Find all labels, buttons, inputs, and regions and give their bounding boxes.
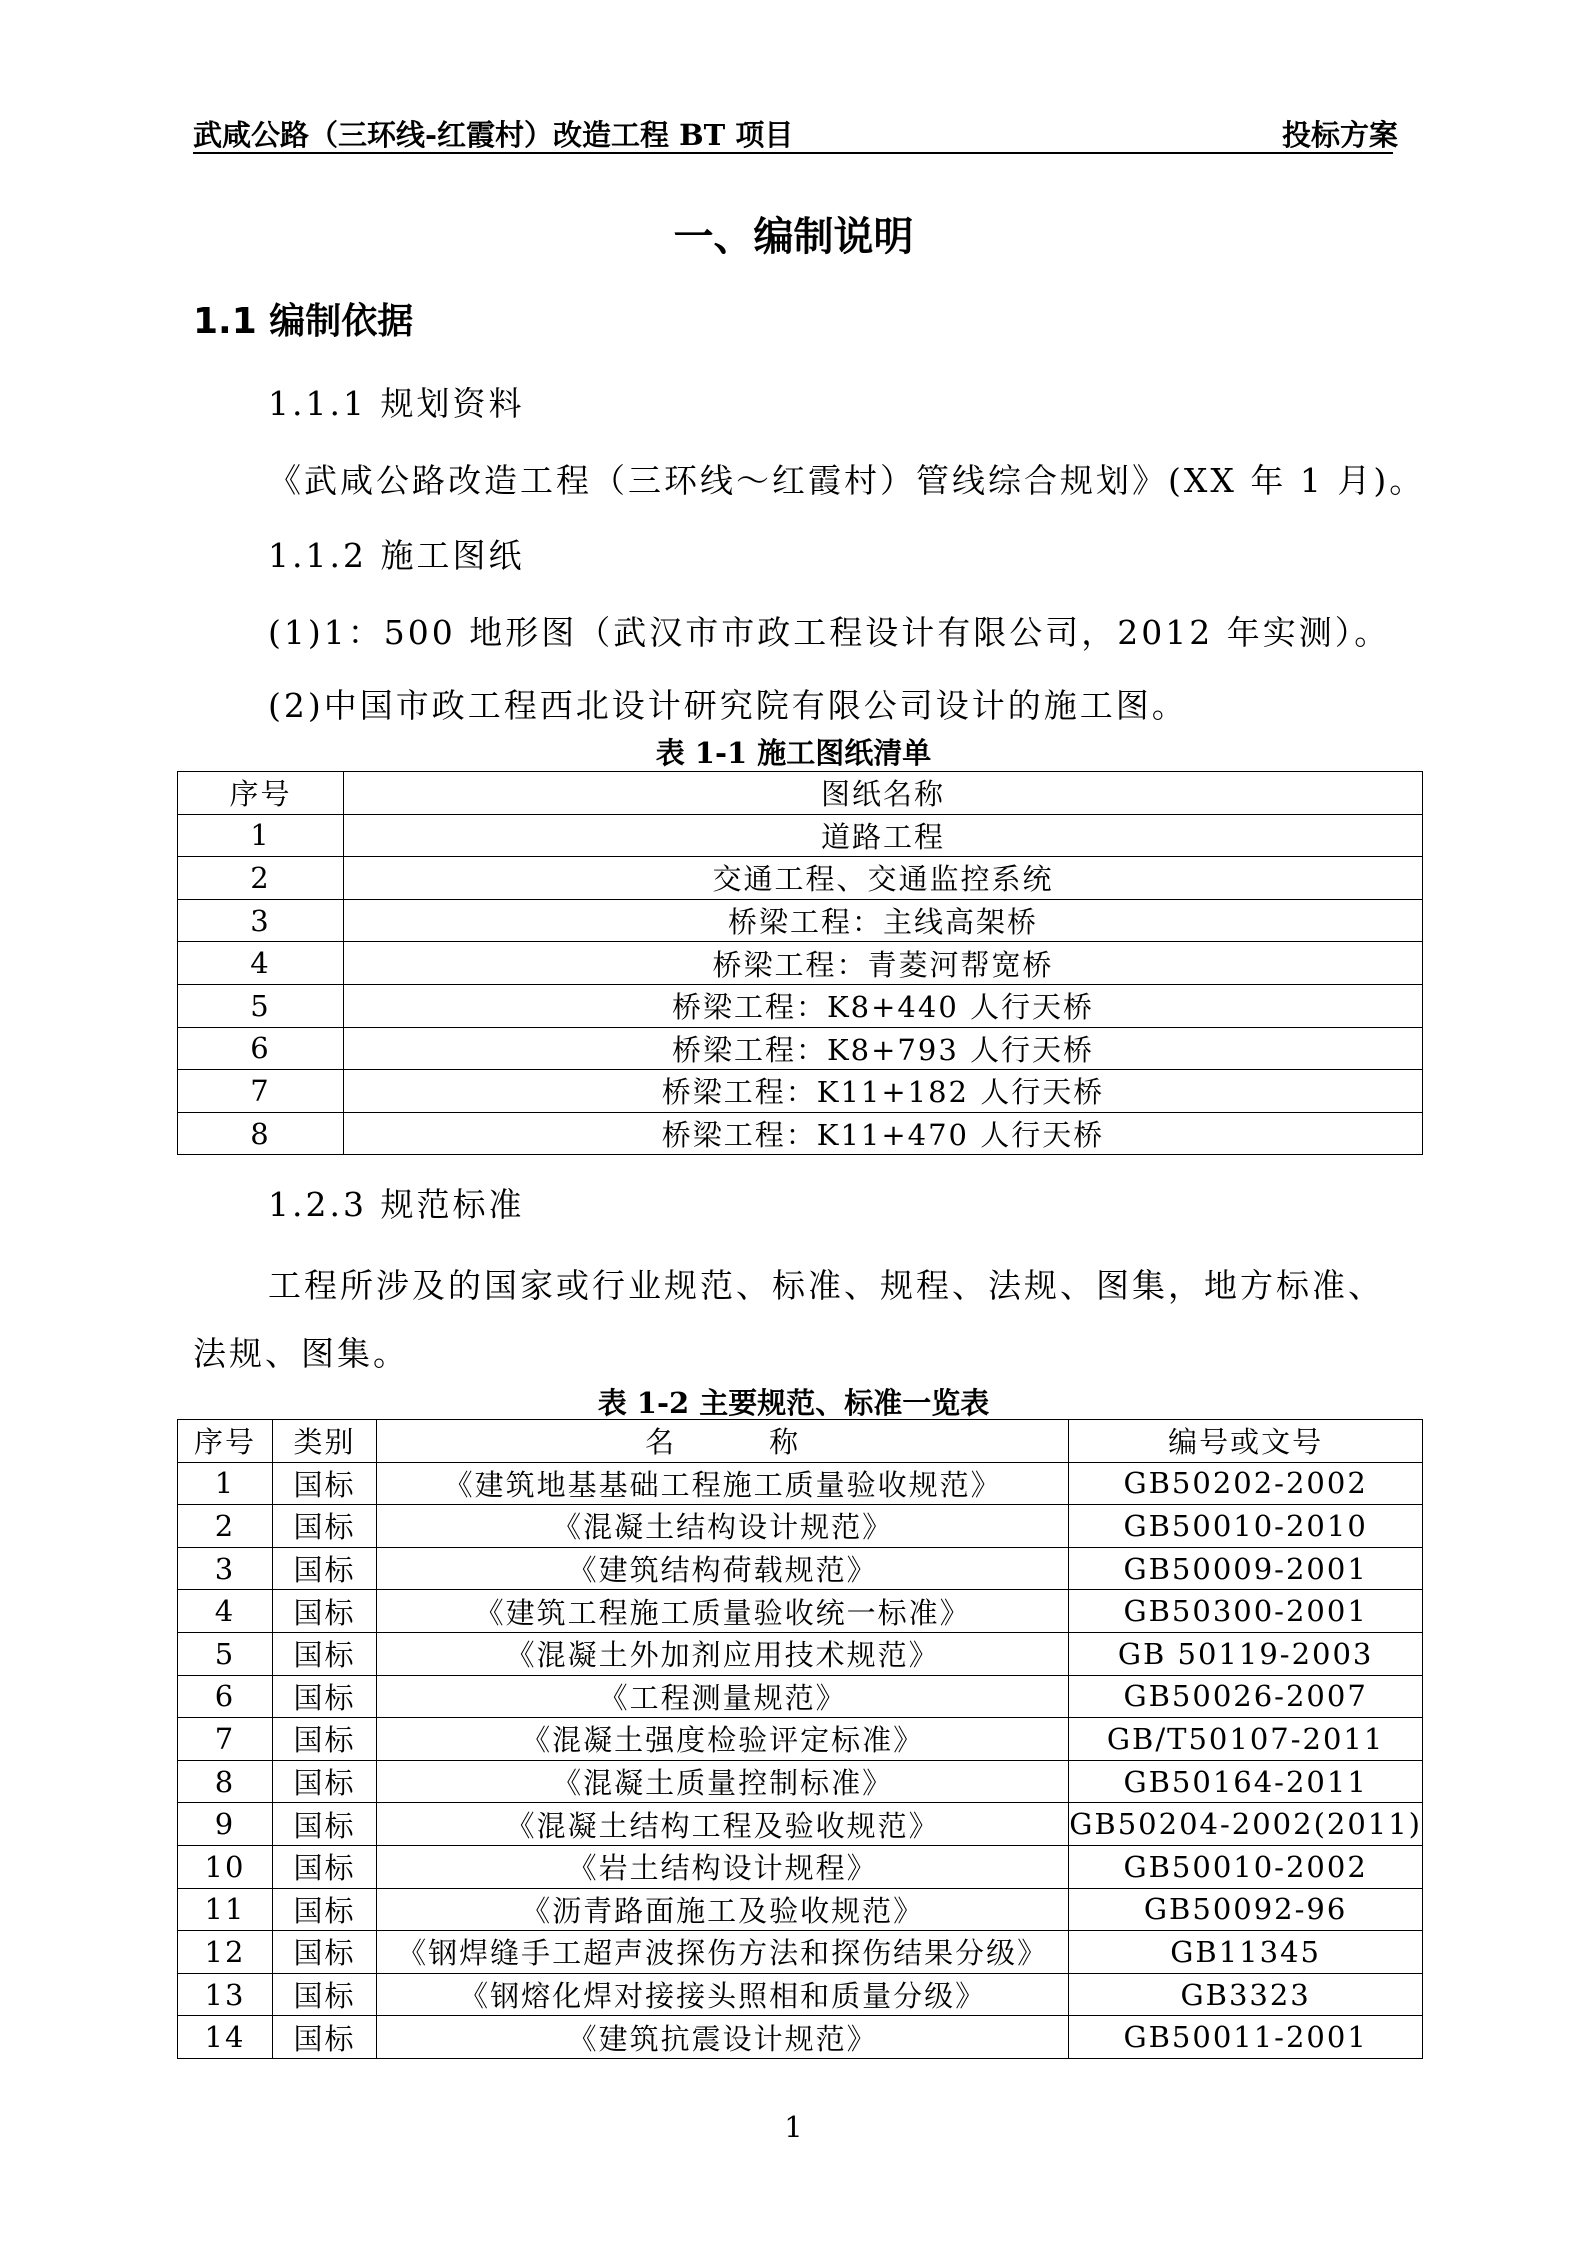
cell-code: GB50202-2002	[1069, 1462, 1423, 1505]
table-row	[178, 857, 1423, 900]
table-row	[178, 1718, 1423, 1761]
cell-code: GB50300-2001	[1069, 1590, 1423, 1633]
section-heading-1-1: 1.1 编制依据	[193, 301, 414, 342]
cell-index: 11	[178, 1888, 273, 1931]
table-row	[178, 1590, 1423, 1633]
table-row	[178, 1845, 1423, 1888]
page-number: 1	[784, 2110, 803, 2144]
cell-category: 国标	[272, 1590, 376, 1633]
cell-category: 国标	[272, 1973, 376, 2016]
table-row	[178, 1070, 1423, 1113]
standards-text-line1: 工程所涉及的国家或行业规范、标准、规程、法规、图集，地方标准、	[268, 1266, 1384, 1305]
cell-code: GB50009-2001	[1069, 1547, 1423, 1590]
cell-index: 7	[178, 1718, 273, 1761]
header-cell-code: 编号或文号	[1069, 1420, 1423, 1463]
cell-index: 1	[178, 1462, 273, 1505]
table-row	[178, 814, 1423, 857]
cell-index: 12	[178, 1931, 273, 1974]
cell-name: 《建筑抗震设计规范》	[377, 2016, 1069, 2059]
cell-category: 国标	[272, 1931, 376, 1974]
table-row	[178, 984, 1423, 1027]
cell-index: 14	[178, 2016, 273, 2059]
cell-index: 6	[178, 1027, 344, 1070]
cell-name: 《建筑地基基础工程施工质量验收规范》	[377, 1462, 1069, 1505]
cell-category: 国标	[272, 2016, 376, 2059]
cell-name: 《建筑结构荷载规范》	[377, 1547, 1069, 1590]
cell-category: 国标	[272, 1803, 376, 1846]
table-row	[178, 1803, 1423, 1846]
cell-code: GB50092-96	[1069, 1888, 1423, 1931]
cell-drawing-name: 桥梁工程：青菱河帮宽桥	[344, 942, 1423, 985]
cell-name: 《混凝土外加剂应用技术规范》	[377, 1632, 1069, 1675]
cell-name: 《混凝土质量控制标准》	[377, 1760, 1069, 1803]
cell-name: 《混凝土结构工程及验收规范》	[377, 1803, 1069, 1846]
header-doc-type: 投标方案	[1282, 118, 1399, 152]
cell-drawing-name: 桥梁工程：主线高架桥	[344, 899, 1423, 942]
cell-index: 4	[178, 942, 344, 985]
drawing-item-2: (2)中国市政工程西北设计研究院有限公司设计的施工图。	[268, 686, 1188, 725]
cell-name: 《岩土结构设计规程》	[377, 1845, 1069, 1888]
section-heading-1-1-1: 1.1.1 规划资料	[268, 384, 525, 423]
table-row	[178, 1760, 1423, 1803]
cell-category: 国标	[272, 1845, 376, 1888]
table-row	[178, 1632, 1423, 1675]
standards-text-line2: 法规、图集。	[193, 1334, 409, 1373]
cell-drawing-name: 桥梁工程：K11+182 人行天桥	[344, 1070, 1423, 1113]
drawings-list-table	[177, 771, 1423, 1155]
cell-category: 国标	[272, 1760, 376, 1803]
table-header-row	[178, 772, 1423, 815]
cell-code: GB11345	[1069, 1931, 1423, 1974]
cell-index: 5	[178, 1632, 273, 1675]
cell-index: 8	[178, 1112, 344, 1155]
standards-list-table	[177, 1419, 1423, 2059]
cell-index: 4	[178, 1590, 273, 1633]
cell-index: 8	[178, 1760, 273, 1803]
cell-index: 10	[178, 1845, 273, 1888]
header-cell-category: 类别	[272, 1420, 376, 1463]
cell-category: 国标	[272, 1675, 376, 1718]
cell-code: GB50204-2002(2011)	[1069, 1803, 1423, 1846]
table-row	[178, 1973, 1423, 2016]
cell-code: GB50010-2010	[1069, 1505, 1423, 1548]
cell-name: 《建筑工程施工质量验收统一标准》	[377, 1590, 1069, 1633]
table1-caption: 表 1-1 施工图纸清单	[655, 736, 932, 770]
cell-code: GB3323	[1069, 1973, 1423, 2016]
cell-name: 《钢焊缝手工超声波探伤方法和探伤结果分级》	[377, 1931, 1069, 1974]
header-cell-index: 序号	[178, 772, 344, 815]
table-row	[178, 1505, 1423, 1548]
cell-name: 《混凝土强度检验评定标准》	[377, 1718, 1069, 1761]
cell-code: GB50026-2007	[1069, 1675, 1423, 1718]
section-heading-1-2-3: 1.2.3 规范标准	[268, 1185, 525, 1224]
cell-code: GB/T50107-2011	[1069, 1718, 1423, 1761]
table-row	[178, 942, 1423, 985]
header-project-title: 武咸公路（三环线-红霞村）改造工程 BT 项目	[193, 118, 794, 152]
table-header-row	[178, 1420, 1423, 1463]
cell-index: 6	[178, 1675, 273, 1718]
cell-code: GB50164-2011	[1069, 1760, 1423, 1803]
cell-drawing-name: 道路工程	[344, 814, 1423, 857]
table-row	[178, 1888, 1423, 1931]
cell-category: 国标	[272, 1462, 376, 1505]
section-heading-1-1-2: 1.1.2 施工图纸	[268, 536, 525, 575]
cell-index: 9	[178, 1803, 273, 1846]
table-row	[178, 1027, 1423, 1070]
cell-category: 国标	[272, 1718, 376, 1761]
cell-category: 国标	[272, 1888, 376, 1931]
cell-index: 2	[178, 857, 344, 900]
cell-category: 国标	[272, 1632, 376, 1675]
cell-index: 5	[178, 984, 344, 1027]
cell-name: 《钢熔化焊对接接头照相和质量分级》	[377, 1973, 1069, 2016]
table-row	[178, 1547, 1423, 1590]
table2-caption: 表 1-2 主要规范、标准一览表	[597, 1386, 990, 1420]
cell-index: 7	[178, 1070, 344, 1113]
table-row	[178, 1931, 1423, 1974]
cell-index: 3	[178, 1547, 273, 1590]
header-cell-name: 名 称	[377, 1420, 1069, 1463]
header-cell-drawing-name: 图纸名称	[344, 772, 1423, 815]
cell-drawing-name: 桥梁工程：K8+440 人行天桥	[344, 984, 1423, 1027]
page-title: 一、编制说明	[673, 214, 914, 260]
cell-index: 2	[178, 1505, 273, 1548]
cell-index: 3	[178, 899, 344, 942]
planning-material-text: 《武咸公路改造工程（三环线～红霞村）管线综合规划》(XX 年 1 月)。	[268, 461, 1426, 500]
header-rule	[193, 152, 1393, 154]
cell-code: GB 50119-2003	[1069, 1632, 1423, 1675]
header-cell-index: 序号	[178, 1420, 273, 1463]
cell-drawing-name: 交通工程、交通监控系统	[344, 857, 1423, 900]
cell-code: GB50010-2002	[1069, 1845, 1423, 1888]
cell-code: GB50011-2001	[1069, 2016, 1423, 2059]
table-row	[178, 1675, 1423, 1718]
table-row	[178, 2016, 1423, 2059]
table-row	[178, 1112, 1423, 1155]
cell-name: 《工程测量规范》	[377, 1675, 1069, 1718]
drawing-item-1: (1)1：500 地形图（武汉市市政工程设计有限公司，2012 年实测）。	[268, 613, 1391, 652]
cell-drawing-name: 桥梁工程：K8+793 人行天桥	[344, 1027, 1423, 1070]
cell-name: 《混凝土结构设计规范》	[377, 1505, 1069, 1548]
cell-category: 国标	[272, 1547, 376, 1590]
table-row	[178, 1462, 1423, 1505]
cell-drawing-name: 桥梁工程：K11+470 人行天桥	[344, 1112, 1423, 1155]
cell-name: 《沥青路面施工及验收规范》	[377, 1888, 1069, 1931]
table-row	[178, 899, 1423, 942]
cell-index: 13	[178, 1973, 273, 2016]
cell-index: 1	[178, 814, 344, 857]
cell-category: 国标	[272, 1505, 376, 1548]
